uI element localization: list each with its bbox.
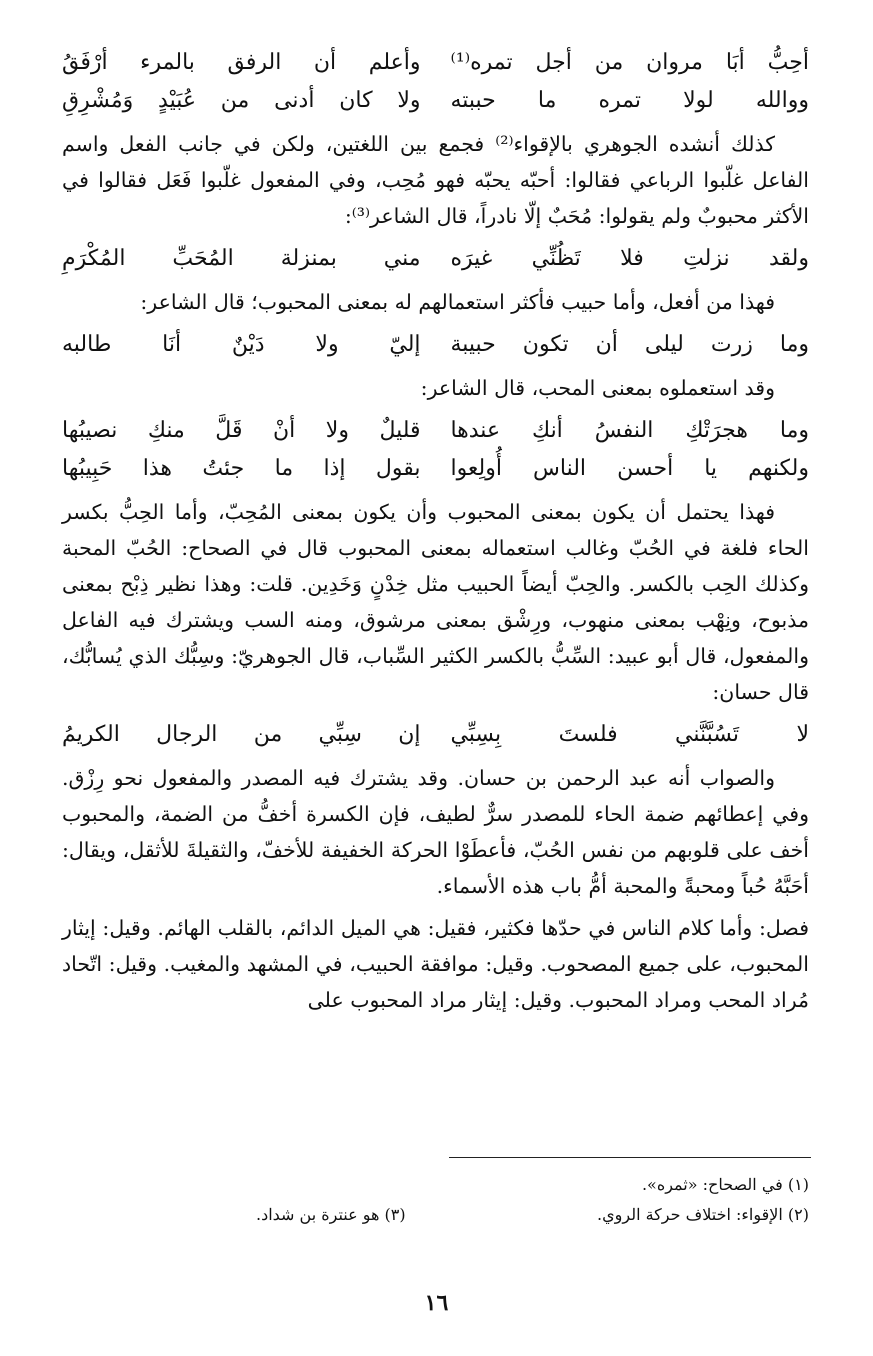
paragraph-hibb: فهذا يحتمل أن يكون بمعنى المحبوب وأن يكون بمعنى المُحِبّ، وأما الحِبُّ بكسر الحاء فلغة في الحُبّ وغالب استعماله بمعنى المحبوب قال في الصحاح: الحُبّ المحبة وكذلك الحِب بالكسر. والحِبّ أيضاً الحبيب مثل خِدْنٍ وَخَدِين. قلت: وهذا نظير ذِبْح بمعنى مذبوح، ونِهْب بمعنى منهوب، ورِشْق بمعنى مرشوق، ومنه السب ويشترك فيه الفاعل والمفعول، قال أبو عبيد: السِّبُّ بالكسر الكثير السِّباب، قال الجوهريّ: وسِبُّك الذي يُسابُّك، قال حسان: <box>62 500 809 704</box>
verse-line <box>62 326 809 364</box>
verse-line <box>62 450 809 488</box>
paragraph-fasl: فصل: وأما كلام الناس في حدّها فكثير، فقيل: هي الميل الدائم، بالقلب الهائم. وقيل: إيثار المحبوب، على جميع المصحوب. وقيل: موافقة الحبيب، في المشهد والمغيب. وقيل: اتّحاد مُراد المحب ومراد المحبوب. وقيل: إيثار مراد المحبوب على <box>62 916 809 1012</box>
verse-hemistich-second: بقول إذا ما جئتُ هذا حَبِيبُها <box>62 456 421 481</box>
paragraph-jawhari: كذلك أنشده الجوهري بالإقواء⁽²⁾ فجمع بين اللغتين، ولكن في جانب الفعل واسم الفاعل غلّبوا الرباعي فقالوا: أحبّه يحبّه فهو مُحِب، وفي المفعول غلّبوا فَعَل فقالوا في الأكثر محبوبٌ ولم يقولوا: مُحَبٌ إلّا نادراً، قال الشاعر⁽³⁾: <box>62 132 809 228</box>
verse-hemistich-second: إن سِبِّي من الرجال الكريمُ <box>62 722 421 747</box>
verse-hemistich-first: لا تَسُبَّنَّني فلستَ بِسِبِّي <box>450 722 809 747</box>
footnote-2: (٢) الإقواء: اختلاف حركة الروي. <box>597 1205 809 1224</box>
verse-line <box>62 240 809 278</box>
footnote-row <box>62 1200 809 1230</box>
poem-verses-1 <box>62 44 809 120</box>
verse-hemistich-second: ولا كان أدنى من عُبَيْدٍ وَمُشْرِقِ <box>62 88 421 113</box>
footnote-1: (١) في الصحاح: «ثمره». <box>641 1175 809 1194</box>
footnote-divider <box>449 1157 811 1158</box>
poem-verse-5 <box>62 716 809 754</box>
verse-hemistich-second: مني بمنزلة المُحَبِّ المُكْرَمِ <box>62 246 421 271</box>
page-number: ١٦ <box>424 1290 449 1316</box>
paragraph-muhib: وقد استعملوه بمعنى المحب، قال الشاعر: <box>420 376 775 400</box>
verse-hemistich-first: ولكنهم يا أحسن الناس أُولِعوا <box>450 456 809 481</box>
verse-hemistich-first: أحِبُّ أبَا مروان من أجل تمره⁽¹⁾ <box>450 50 809 75</box>
verse-line <box>62 82 809 120</box>
footnote-3: (٣) هو عنترة بن شداد. <box>255 1205 406 1224</box>
paragraph-habib: فهذا من أفعل، وأما حبيب فأكثر استعمالهم له بمعنى المحبوب؛ قال الشاعر: <box>140 290 775 314</box>
verse-line <box>62 44 809 82</box>
poem-verse-2 <box>62 240 809 278</box>
paragraph-sawab: والصواب أنه عبد الرحمن بن حسان. وقد يشترك فيه المصدر والمفعول نحو رِزْق. وفي إعطائهم ضمة الحاء للمصدر سرٌّ لطيف، فإن الكسرة أخفُّ من الضمة، والمحبوب أخف على قلوبهم من نفس الحُبّ، فأعطَوْا الحركة الخفيفة للأخفّ، والثقيلةَ للأثقل، ويقال: أحَبَّهُ حُباً ومحبةً والمحبة أمُّ باب هذه الأسماء. <box>62 766 809 898</box>
poem-verse-3 <box>62 326 809 364</box>
verse-line <box>62 412 809 450</box>
verse-hemistich-first: ولقد نزلتِ فلا تَظُنِّي غيرَه <box>450 246 809 271</box>
poem-verses-4 <box>62 412 809 488</box>
verse-hemistich-first: وما هجرَتْكِ النفسُ أنكِ عندها <box>450 418 809 443</box>
verse-hemistich-second: إليّ ولا دَيْنٌ أنَا طالبه <box>62 332 421 357</box>
verse-line <box>62 716 809 754</box>
verse-hemistich-first: وما زرت ليلى أن تكون حبيبة <box>450 332 809 357</box>
verse-hemistich-second: قليلٌ ولا أنْ قَلَّ منكِ نصيبُها <box>62 418 421 443</box>
verse-hemistich-first: ووالله لولا تمره ما حببته <box>450 88 809 113</box>
verse-hemistich-second: وأعلم أن الرفق بالمرء أرْفَقُ <box>62 50 421 75</box>
footnotes <box>62 1170 809 1230</box>
